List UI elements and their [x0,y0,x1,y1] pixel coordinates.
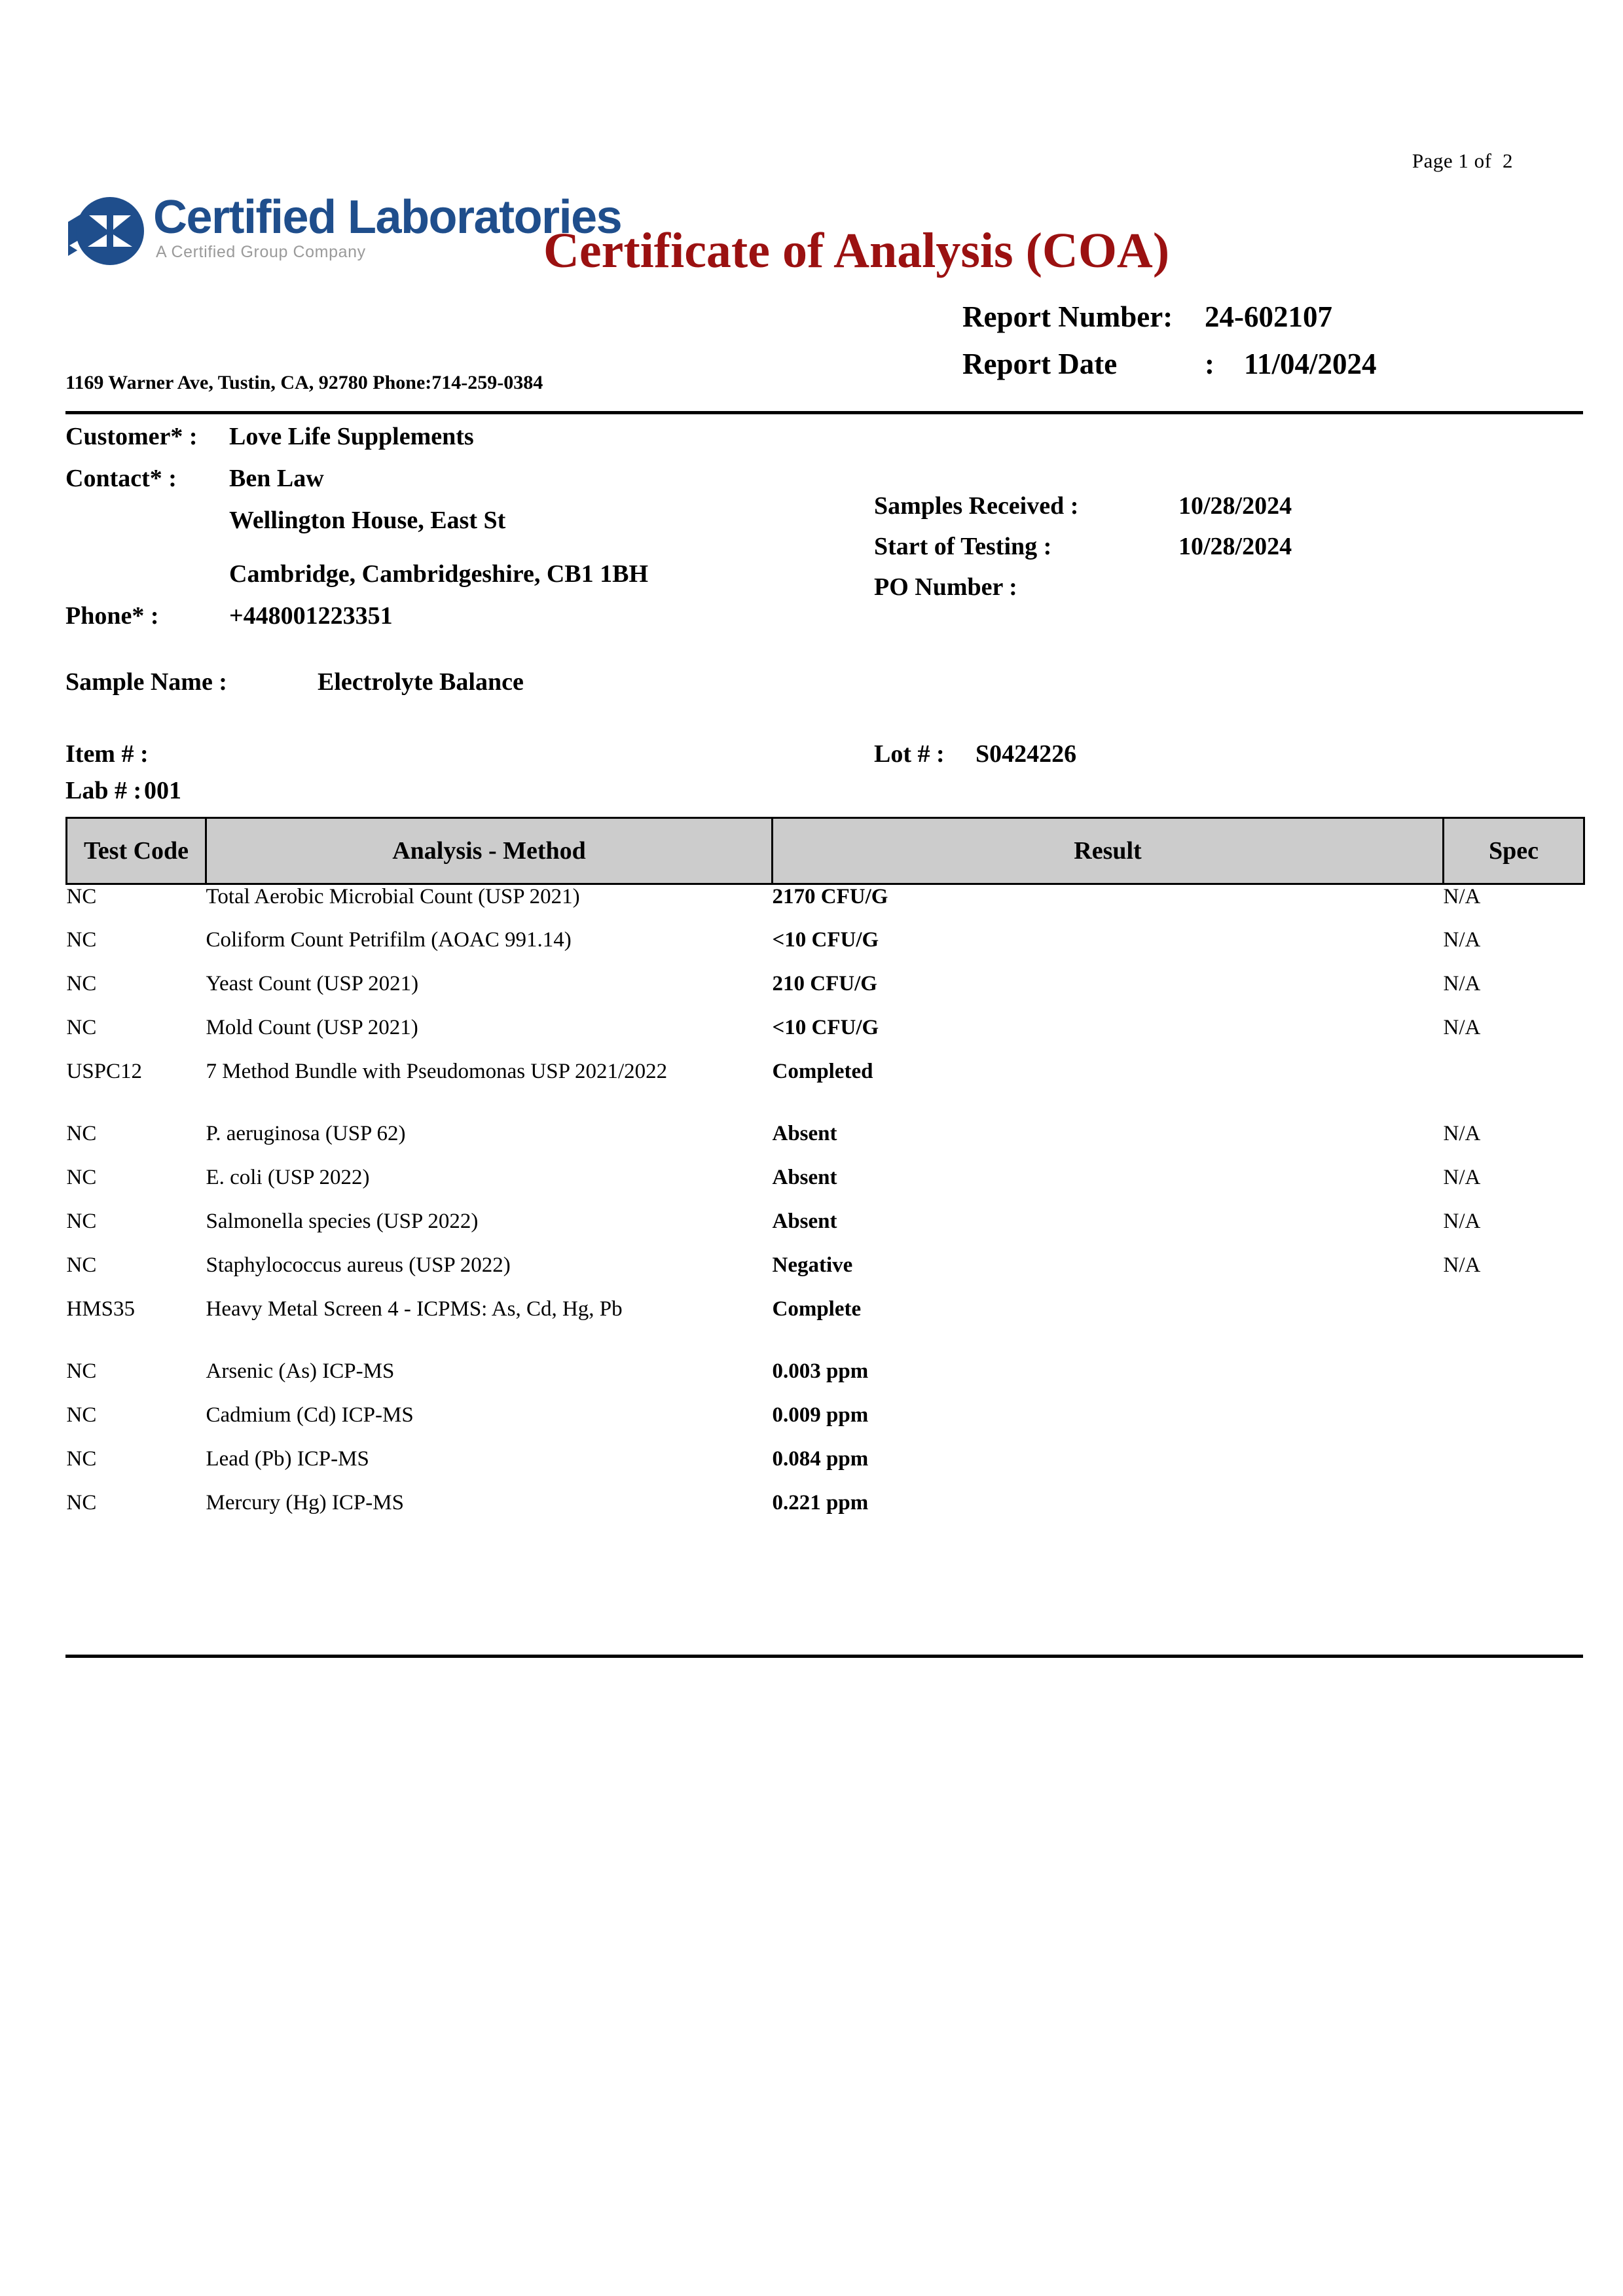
customer-label: Customer* : [65,423,198,450]
cell-test-code: NC [66,885,97,908]
cell-spec: N/A [1443,1165,1481,1189]
customer-block [65,422,648,643]
cell-analysis-method: Staphylococcus aureus (USP 2022) [206,1253,511,1277]
cell-test-code: NC [66,1359,97,1383]
cell-result: Absent [772,1165,837,1189]
cell-analysis-method: Coliform Count Petrifilm (AOAC 991.14) [206,927,572,952]
cell-analysis-method: 7 Method Bundle with Pseudomonas USP 2021/2022 [206,1059,668,1083]
cell-test-code: NC [66,1446,97,1471]
cell-result: 0.221 ppm [772,1490,869,1515]
table-row-spacer [67,1341,1584,1359]
table-row [67,884,1584,928]
customer-row [65,422,648,464]
cell-analysis-method: Yeast Count (USP 2021) [206,971,419,996]
table-row [67,1016,1584,1060]
table-row [67,1122,1584,1166]
address-line2-row [65,560,648,601]
cell-test-code: NC [66,1121,97,1145]
page-indicator: Page 1 of 2 [1412,149,1513,172]
table-row [67,1297,1584,1341]
header-result: Result [773,818,1444,884]
report-number-value: 24-602107 [1205,300,1332,333]
cell-spec [1444,1060,1584,1103]
cell-analysis-method: Arsenic (As) ICP-MS [206,1359,395,1383]
cell-analysis-method: Total Aerobic Microbial Count (USP 2021) [206,885,580,908]
start-of-testing-row [874,526,1292,567]
cell-test-code: NC [66,1490,97,1515]
results-table [65,817,1585,1535]
address-line1: Wellington House, East St [229,507,506,534]
sample-name-row [65,668,524,696]
brand-tagline: A Certified Group Company [156,243,366,261]
report-date-colon: : [1205,348,1214,380]
cell-result: Completed [772,1059,873,1083]
samples-received-label: Samples Received : [874,492,1079,520]
cell-spec [1444,1491,1584,1535]
report-meta [962,293,1377,387]
cell-analysis-method: Lead (Pb) ICP-MS [206,1446,369,1471]
table-row [67,928,1584,972]
brand-name: Certified Laboratories [153,191,622,243]
cell-test-code: NC [66,1015,97,1039]
cell-analysis-method: E. coli (USP 2022) [206,1165,370,1189]
cell-analysis-method: Mercury (Hg) ICP-MS [206,1490,404,1515]
cell-result: <10 CFU/G [772,927,879,952]
certified-labs-logo-icon [65,196,145,266]
cell-result: 210 CFU/G [772,971,877,996]
cell-spec [1444,1447,1584,1491]
cell-result: Complete [772,1297,862,1321]
cell-analysis-method: Heavy Metal Screen 4 - ICPMS: As, Cd, Hg, Pb [206,1297,623,1321]
company-logo [65,193,621,266]
report-date-row [962,340,1377,387]
cell-spec: N/A [1443,885,1481,908]
samples-received-value: 10/28/2024 [1178,492,1292,520]
phone-value: +448001223351 [229,602,393,630]
cell-result: Absent [772,1209,837,1233]
lab-number-label: Lab # : [65,777,142,804]
cell-spec: N/A [1443,1209,1481,1233]
cell-analysis-method: Salmonella species (USP 2022) [206,1209,479,1233]
cell-test-code: USPC12 [66,1059,143,1083]
address-line1-row [65,506,648,548]
report-date-value: 11/04/2024 [1244,348,1377,380]
cell-spec: N/A [1443,1253,1481,1277]
cell-result: Negative [772,1253,853,1277]
cell-result: 2170 CFU/G [772,885,888,908]
table-row [67,1447,1584,1491]
table-row [67,1359,1584,1403]
contact-value: Ben Law [229,465,324,492]
start-of-testing-value: 10/28/2024 [1178,533,1292,560]
header-analysis-method: Analysis - Method [206,818,773,884]
results-table-body [67,884,1584,1535]
report-number-row [962,293,1377,340]
cell-test-code: NC [66,1403,97,1427]
lot-number-value: S0424226 [976,740,1077,768]
header-test-code: Test Code [67,818,206,884]
table-row [67,1060,1584,1103]
table-row [67,1210,1584,1253]
sample-name-value: Electrolyte Balance [318,668,524,696]
cell-result: 0.084 ppm [772,1446,869,1471]
address-line2: Cambridge, Cambridgeshire, CB1 1BH [229,560,649,588]
cell-analysis-method: Cadmium (Cd) ICP-MS [206,1403,414,1427]
lot-number-label: Lot # : [874,740,945,768]
table-row [67,1253,1584,1297]
table-row-spacer [67,1103,1584,1122]
cell-test-code: NC [66,1165,97,1189]
po-number-label: PO Number : [874,573,1017,601]
cell-analysis-method: P. aeruginosa (USP 62) [206,1121,406,1145]
page-title: Certificate of Analysis (COA) [543,223,1170,278]
sample-name-label: Sample Name : [65,668,227,696]
table-row [67,972,1584,1016]
item-number-row [65,740,149,768]
address-gap [65,548,648,560]
po-number-row [874,567,1292,607]
table-row [67,1403,1584,1447]
cell-test-code: NC [66,971,97,996]
cell-spec: N/A [1443,971,1481,996]
table-header-row [67,818,1584,884]
lot-number-row [874,740,1076,768]
cell-spec: N/A [1443,1015,1481,1039]
contact-row [65,464,648,506]
contact-label: Contact* : [65,465,177,492]
cell-test-code: NC [66,1209,97,1233]
cell-test-code: HMS35 [66,1297,136,1321]
phone-row [65,601,648,643]
phone-label: Phone* : [65,602,159,630]
cell-spec [1444,1297,1584,1341]
header-spec: Spec [1444,818,1584,884]
report-date-label: Report Date [962,348,1118,380]
report-number-label: Report Number: [962,300,1173,333]
cell-spec: N/A [1443,1121,1481,1145]
sample-meta-block [874,486,1292,607]
lab-number-row [65,776,181,805]
cell-analysis-method: Mold Count (USP 2021) [206,1015,418,1039]
lab-address: 1169 Warner Ave, Tustin, CA, 92780 Phone:714-259-0384 [65,372,543,393]
customer-value: Love Life Supplements [229,423,474,450]
cell-result: <10 CFU/G [772,1015,879,1039]
cell-spec: N/A [1443,927,1481,952]
samples-received-row [874,486,1292,526]
cell-result: 0.009 ppm [772,1403,869,1427]
start-of-testing-label: Start of Testing : [874,533,1052,560]
cell-spec [1444,1359,1584,1403]
table-row [67,1166,1584,1210]
header-divider [65,411,1583,414]
lab-number-value: 001 [144,777,181,804]
footer-divider [65,1655,1583,1658]
item-number-label: Item # : [65,740,149,768]
cell-test-code: NC [66,1253,97,1277]
cell-result: Absent [772,1121,837,1145]
cell-test-code: NC [66,927,97,952]
cell-spec [1444,1403,1584,1447]
table-row [67,1491,1584,1535]
cell-result: 0.003 ppm [772,1359,869,1383]
